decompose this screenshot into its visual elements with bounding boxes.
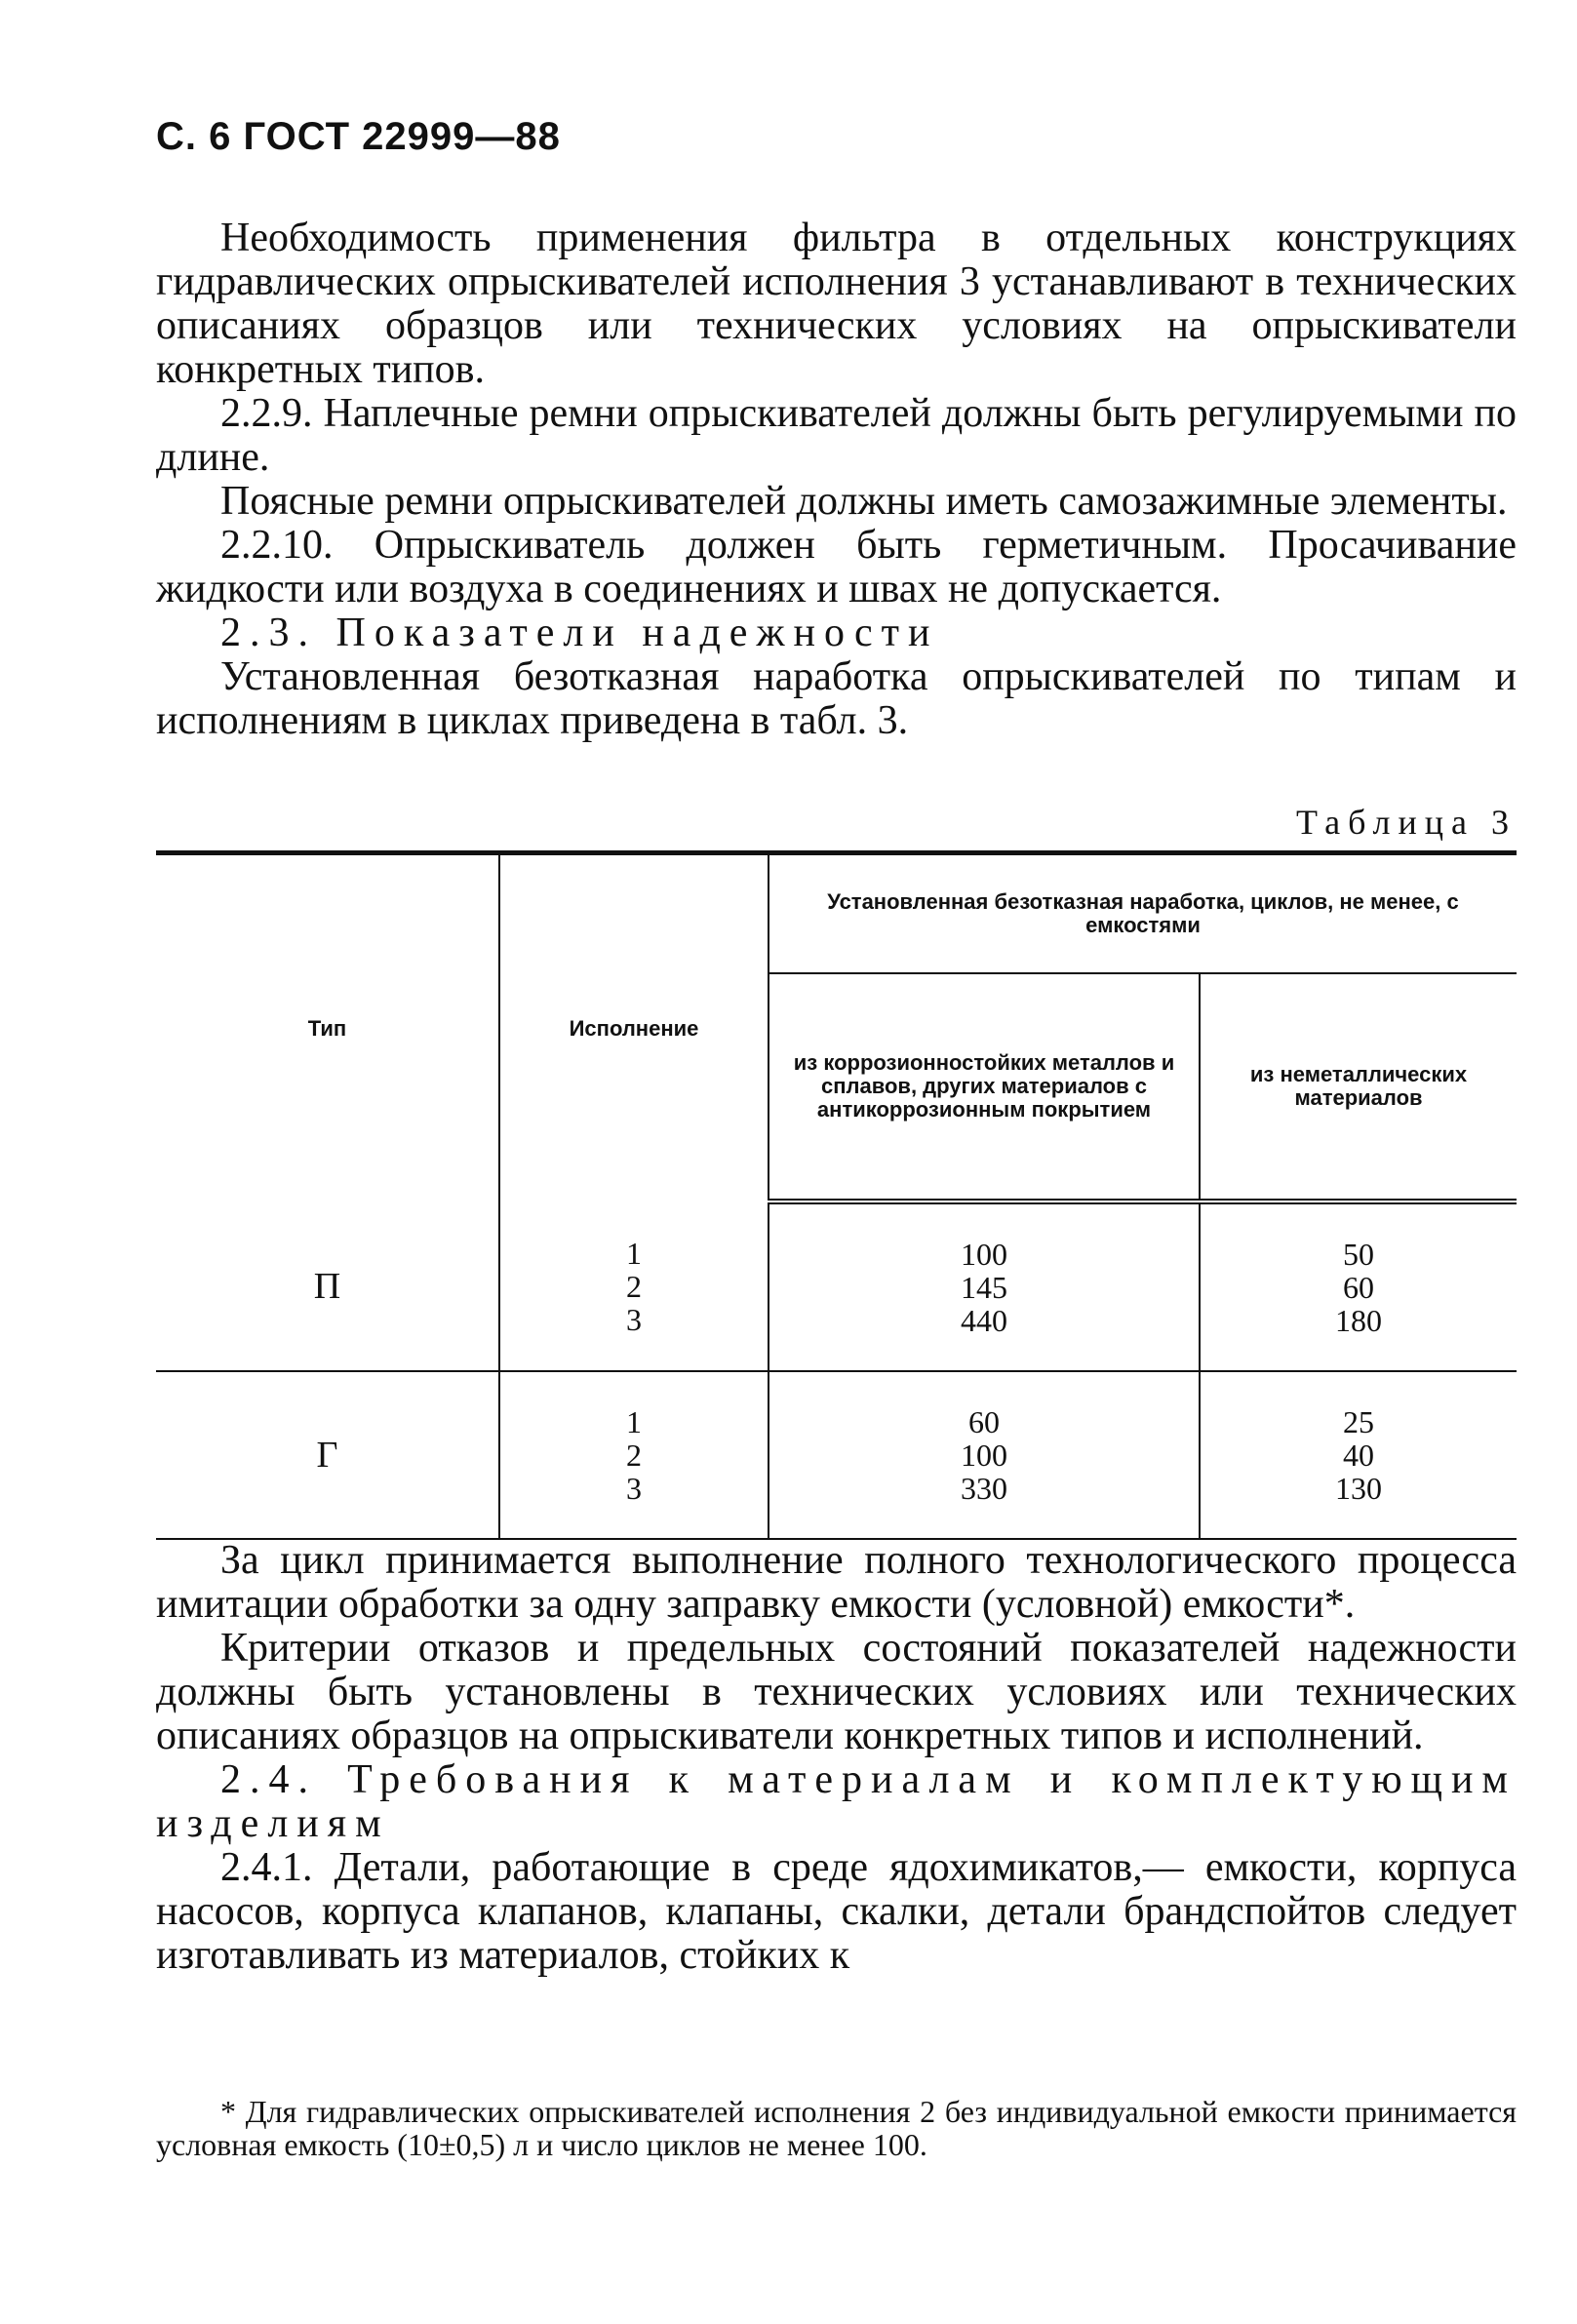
cell-value: 50 xyxy=(1343,1237,1374,1272)
cell-value: 330 xyxy=(961,1471,1007,1506)
paragraph-cycle: За цикл принимается выполнение полного технологического процесса имитации обработки за одну заправку емкости (условной) емкости*. xyxy=(156,1538,1517,1627)
section-heading-2-4: 2.4. Требования к материалам и комплектующим изделиям xyxy=(156,1757,1517,1846)
table-row xyxy=(156,1201,1517,1371)
paragraph-2-2-9: 2.2.9. Наплечные ремни опрыскивателей должны быть регулируемыми по длине. xyxy=(156,391,1517,480)
paragraph-2-3: Установленная безотказная наработка опрыскивателей по типам и исполнениям в циклах приведена в табл. 3. xyxy=(156,654,1517,743)
paragraph-belts: Поясные ремни опрыскивателей должны иметь самозажимные элементы. xyxy=(220,479,1508,524)
cell-type: Г xyxy=(156,1371,499,1539)
cell-value: 2 xyxy=(626,1438,642,1473)
cell-value: 100 xyxy=(961,1237,1007,1272)
cell-value: 1 xyxy=(626,1235,642,1271)
cell-executions xyxy=(499,1201,769,1371)
cell-value: 60 xyxy=(1343,1270,1374,1305)
cell-value: 180 xyxy=(1335,1303,1382,1338)
header-execution: Исполнение xyxy=(499,853,769,1202)
cell-type: П xyxy=(156,1201,499,1371)
text-block-top xyxy=(156,217,1517,743)
paragraph-criteria: Критерии отказов и предельных состояний показателей надежности должны быть установлены в технических условиях или технических описаниях образцов на опрыскиватели конкретных типов и исполнений. xyxy=(156,1626,1517,1758)
header-col-a: из коррозионностойких металлов и сплавов, других материалов с антикоррозионным покрытием xyxy=(769,973,1200,1201)
text-block-bottom xyxy=(156,1539,1517,1978)
cell-value: 40 xyxy=(1343,1438,1374,1473)
cell-executions xyxy=(499,1371,769,1539)
cell-value: 3 xyxy=(626,1471,642,1506)
page-header: С. 6 ГОСТ 22999—88 xyxy=(156,115,561,158)
cell-value: 60 xyxy=(968,1404,1000,1439)
cell-value: 130 xyxy=(1335,1471,1382,1506)
paragraph-2-2-10: 2.2.10. Опрыскиватель должен быть герметичным. Просачивание жидкости или воздуха в соединениях и швах не допускается. xyxy=(156,523,1517,611)
table-row xyxy=(156,1371,1517,1539)
cell-col-a xyxy=(769,1201,1200,1371)
section-heading-2-3: 2.3. Показатели надежности xyxy=(220,611,939,655)
cell-col-b xyxy=(1200,1201,1517,1371)
cell-col-b xyxy=(1200,1371,1517,1539)
footnote-text: * Для гидравлических опрыскивателей исполнения 2 без индивидуальной емкости принимается условная емкость (10±0,5) л и число циклов не менее 100. xyxy=(156,2094,1517,2162)
cell-value: 25 xyxy=(1343,1404,1374,1439)
cell-value: 2 xyxy=(626,1268,642,1304)
cell-value: 100 xyxy=(961,1438,1007,1473)
table-caption: Таблица 3 xyxy=(1296,803,1517,842)
cell-value: 145 xyxy=(961,1270,1007,1305)
cell-col-a xyxy=(769,1371,1200,1539)
footnote xyxy=(156,2095,1517,2161)
cell-value: 1 xyxy=(626,1404,642,1439)
paragraph-2-4-1: 2.4.1. Детали, работающие в среде ядохимикатов,— емкости, корпуса насосов, корпуса клапанов, клапаны, скалки, детали брандспойтов следует изготавливать из материалов, стойких к xyxy=(156,1845,1517,1978)
header-group: Установленная безотказная наработка, циклов, не менее, с емкостями xyxy=(769,853,1517,974)
cell-value: 440 xyxy=(961,1303,1007,1338)
cell-value: 3 xyxy=(626,1301,642,1337)
paragraph-filter: Необходимость применения фильтра в отдельных конструкциях гидравлических опрыскивателей исполнения 3 устанавливают в технических описаниях образцов или технических условиях на опрыскиватели конкретных типов. xyxy=(156,216,1517,392)
reliability-table xyxy=(156,850,1517,1540)
header-type: Тип xyxy=(156,853,499,1202)
header-col-b: из неметаллических материалов xyxy=(1200,973,1517,1201)
